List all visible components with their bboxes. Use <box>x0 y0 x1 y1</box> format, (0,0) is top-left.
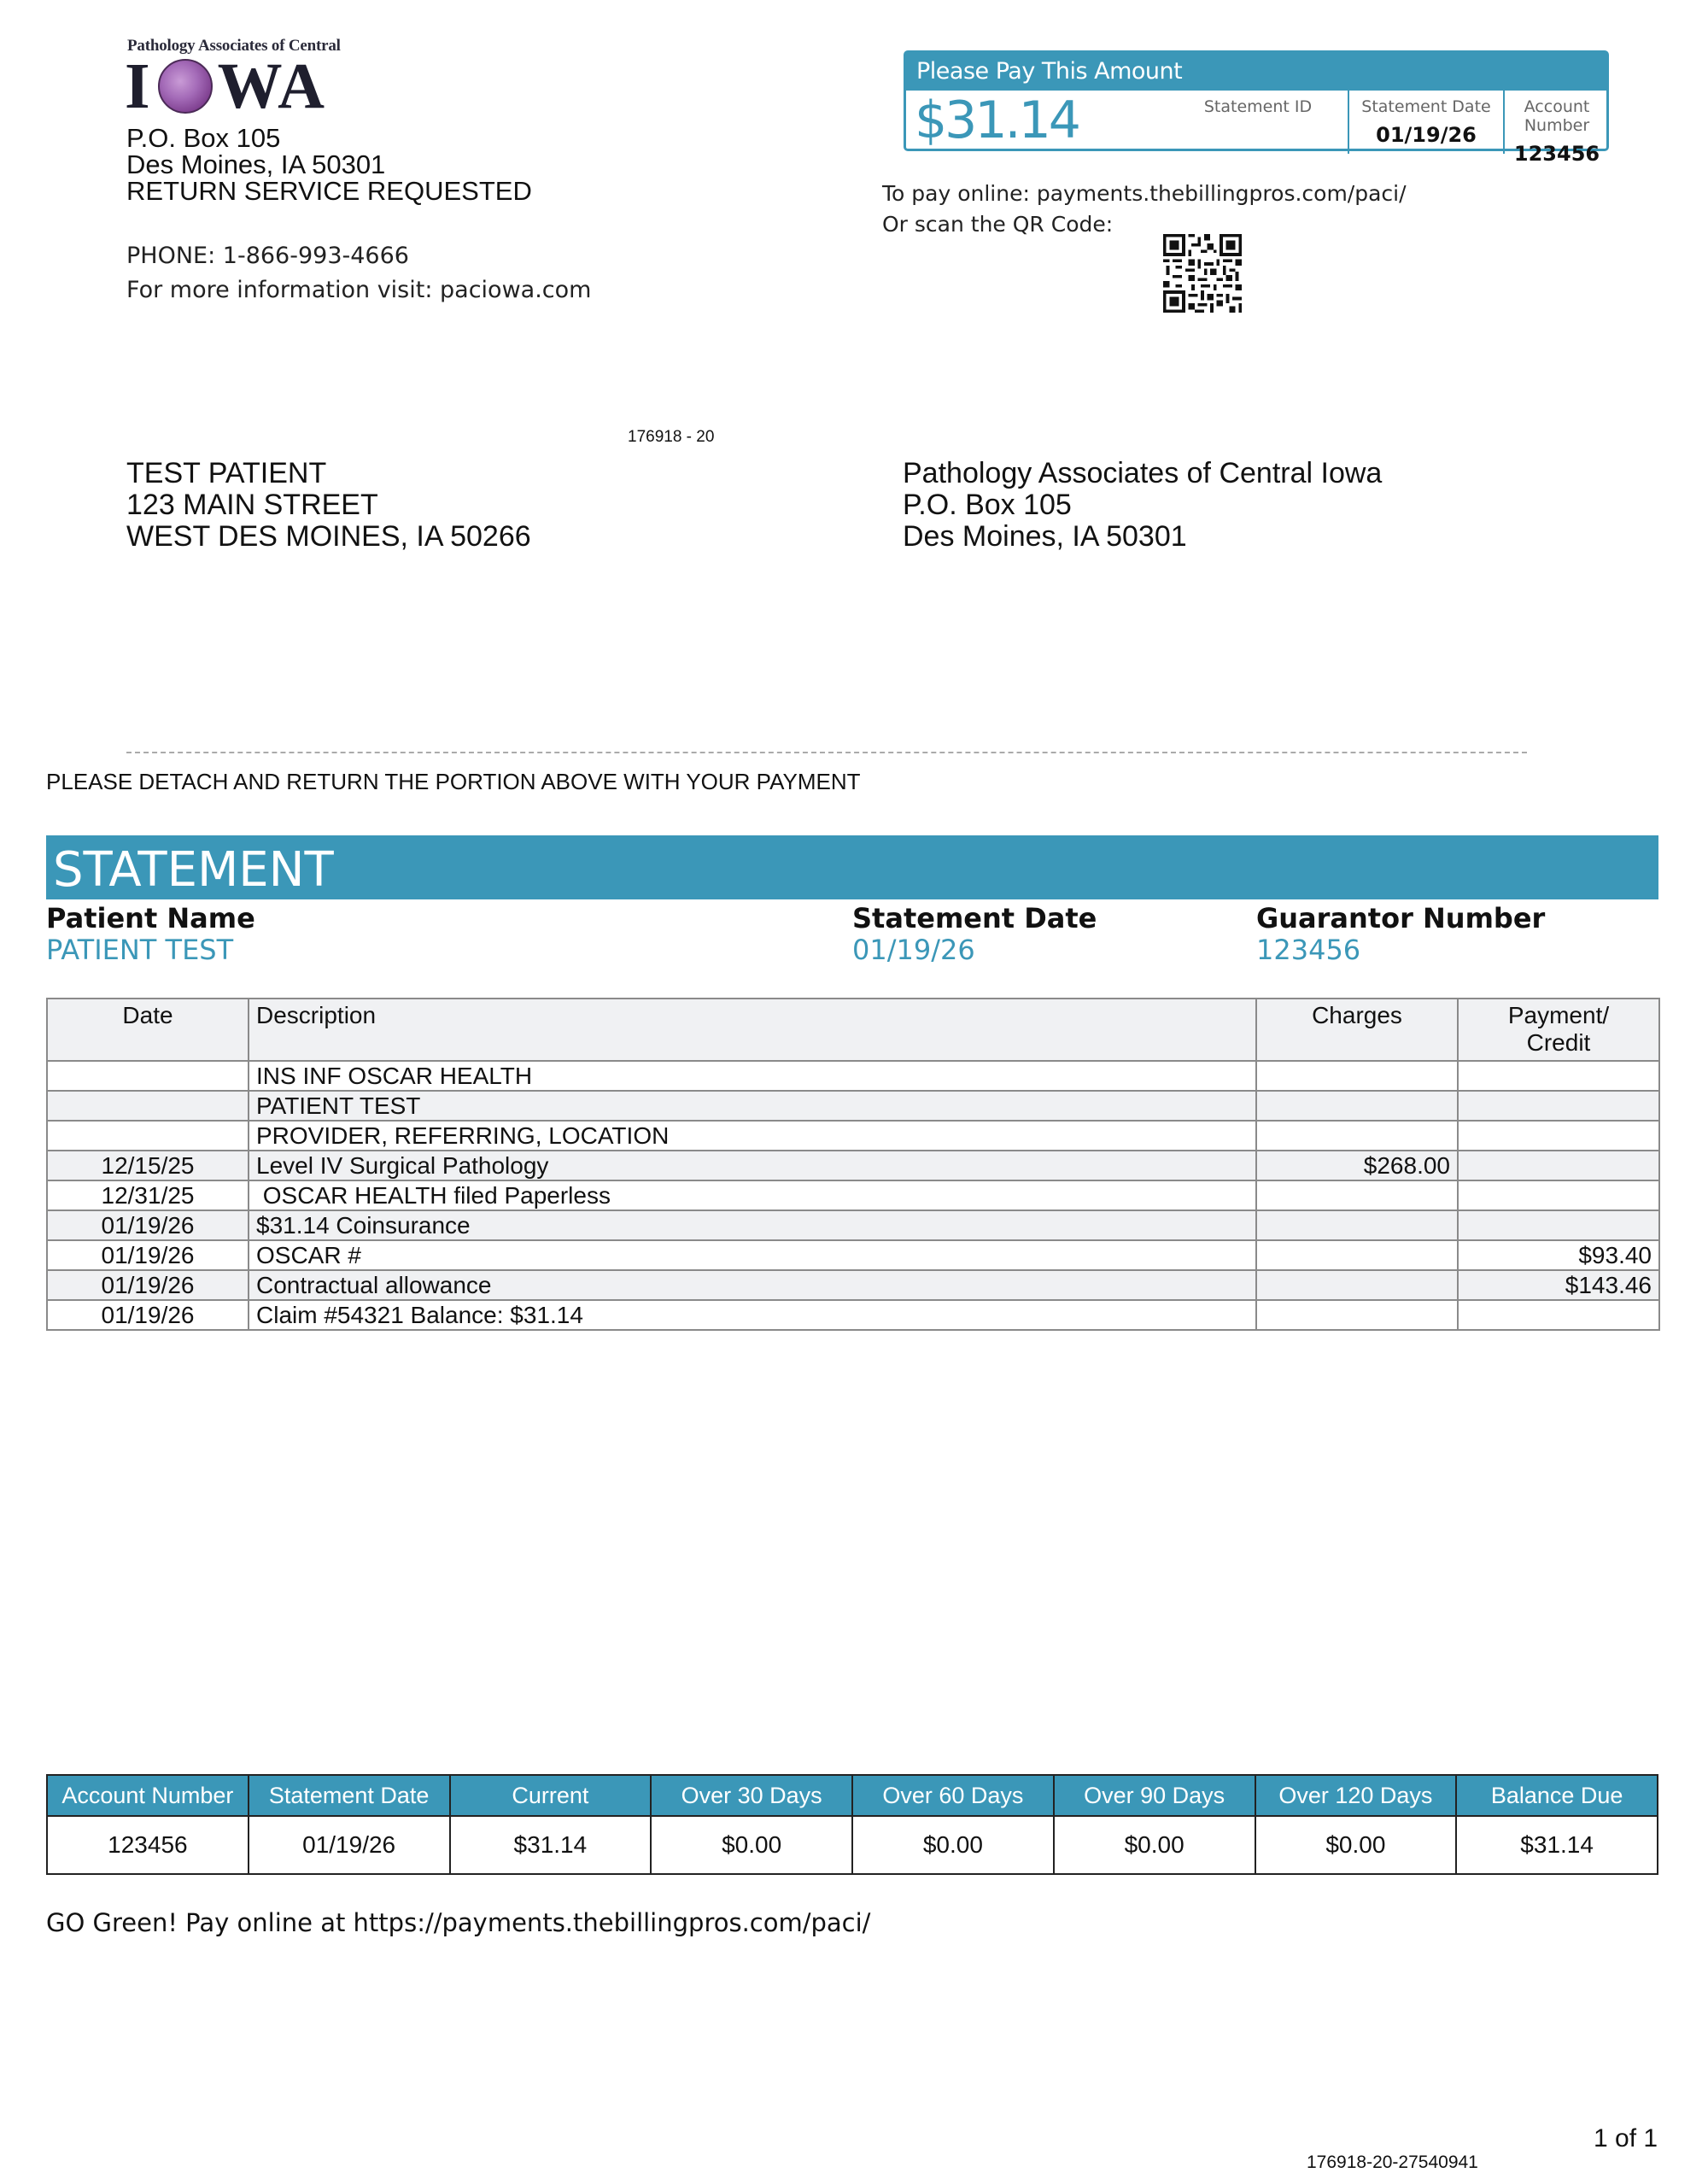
transaction-date: 01/19/26 <box>47 1300 249 1330</box>
transaction-date: 12/31/25 <box>47 1180 249 1210</box>
account-number-cell <box>1503 91 1609 166</box>
transaction-row <box>47 1240 1659 1270</box>
detach-instruction: PLEASE DETACH AND RETURN THE PORTION ABOVE WITH YOUR PAYMENT <box>46 769 861 794</box>
amount-due: $31.14 <box>915 91 1079 150</box>
transaction-payment <box>1458 1151 1659 1180</box>
qr-code-icon[interactable] <box>1163 234 1242 313</box>
pay-online-link[interactable]: To pay online: payments.thebillingpros.com/paci/ <box>882 181 1407 206</box>
summary-statement-date-label: Statement Date <box>852 902 1097 934</box>
sender-line-2: Des Moines, IA 50301 <box>126 149 386 179</box>
transaction-payment <box>1458 1061 1659 1091</box>
transaction-charges <box>1256 1210 1458 1240</box>
qr-instruction: Or scan the QR Code: <box>882 212 1114 237</box>
recipient-street: 123 MAIN STREET <box>126 489 378 521</box>
remit-city: Des Moines, IA 50301 <box>903 520 1187 553</box>
aging-values-row <box>47 1816 1658 1874</box>
footer-document-id: 176918-20-27540941 <box>1307 2152 1478 2172</box>
transaction-date <box>47 1121 249 1151</box>
summary-statement-date-value: 01/19/26 <box>852 934 975 966</box>
logo <box>125 50 328 122</box>
statement-banner: STATEMENT <box>46 835 1658 899</box>
recipient-address <box>126 458 531 553</box>
aging-summary-table <box>46 1774 1658 1875</box>
aging-value-cell: $31.14 <box>450 1816 652 1874</box>
page-number: 1 of 1 <box>1594 2124 1658 2152</box>
transaction-payment <box>1458 1121 1659 1151</box>
statement-id-cell <box>1168 91 1348 154</box>
transaction-description: Contractual allowance <box>249 1270 1256 1300</box>
contact-info <box>126 239 591 308</box>
transaction-charges <box>1256 1061 1458 1091</box>
account-number-label: Account Number <box>1524 97 1590 135</box>
remit-street: P.O. Box 105 <box>903 489 1072 521</box>
transaction-row <box>47 1151 1659 1180</box>
transaction-charges <box>1256 1240 1458 1270</box>
sender-line-1: P.O. Box 105 <box>126 123 281 153</box>
charges-column-header: Charges <box>1256 999 1458 1061</box>
transaction-date: 12/15/25 <box>47 1151 249 1180</box>
aging-header-cell: Over 60 Days <box>852 1775 1054 1816</box>
transaction-charges <box>1256 1300 1458 1330</box>
logo-tissue-icon <box>158 59 213 114</box>
account-number-value: 123456 <box>1513 142 1600 166</box>
transactions-table <box>46 998 1660 1331</box>
transaction-description: Claim #54321 Balance: $31.14 <box>249 1300 1256 1330</box>
sender-address <box>126 125 532 204</box>
transaction-description: INS INF OSCAR HEALTH <box>249 1061 1256 1091</box>
guarantor-number-value: 123456 <box>1256 934 1361 966</box>
transaction-row <box>47 1180 1659 1210</box>
aging-value-cell: $0.00 <box>1054 1816 1255 1874</box>
transaction-date <box>47 1091 249 1121</box>
description-column-header: Description <box>249 999 1256 1061</box>
transaction-row <box>47 1091 1659 1121</box>
go-green-message: GO Green! Pay online at https://payments.thebillingpros.com/paci/ <box>46 1908 871 1937</box>
payment-column-header <box>1458 999 1659 1061</box>
batch-code: 176918 - 20 <box>628 428 715 446</box>
transaction-date: 01/19/26 <box>47 1240 249 1270</box>
aging-header-cell: Over 120 Days <box>1255 1775 1457 1816</box>
guarantor-number-label: Guarantor Number <box>1256 902 1546 934</box>
transaction-description: PROVIDER, REFERRING, LOCATION <box>249 1121 1256 1151</box>
logo-top-text: Pathology Associates of Central <box>127 37 341 55</box>
aging-header-row <box>47 1775 1658 1816</box>
recipient-city: WEST DES MOINES, IA 50266 <box>126 520 531 553</box>
transaction-charges <box>1256 1091 1458 1121</box>
aging-value-cell: $31.14 <box>1456 1816 1658 1874</box>
transaction-row <box>47 1121 1659 1151</box>
transaction-description: OSCAR HEALTH filed Paperless <box>249 1180 1256 1210</box>
sender-line-3: RETURN SERVICE REQUESTED <box>126 176 532 206</box>
transaction-payment <box>1458 1091 1659 1121</box>
transaction-date: 01/19/26 <box>47 1270 249 1300</box>
transaction-charges: $268.00 <box>1256 1151 1458 1180</box>
transaction-payment <box>1458 1210 1659 1240</box>
patient-name-label: Patient Name <box>46 902 255 934</box>
aging-header-cell: Over 90 Days <box>1054 1775 1255 1816</box>
transaction-payment: $143.46 <box>1458 1270 1659 1300</box>
transaction-payment <box>1458 1300 1659 1330</box>
logo-letter-i: I <box>125 50 153 122</box>
aging-value-cell: $0.00 <box>852 1816 1054 1874</box>
pay-amount-box <box>904 50 1609 166</box>
statement-date-cell <box>1348 91 1503 154</box>
transaction-description: Level IV Surgical Pathology <box>249 1151 1256 1180</box>
transaction-payment: $93.40 <box>1458 1240 1659 1270</box>
phone-number: PHONE: 1-866-993-4666 <box>126 243 409 269</box>
statement-date-label: Statement Date <box>1361 97 1491 116</box>
transaction-row <box>47 1210 1659 1240</box>
aging-value-cell: $0.00 <box>1255 1816 1457 1874</box>
transaction-row <box>47 1300 1659 1330</box>
logo-letters-wa: WA <box>217 50 328 122</box>
date-column-header: Date <box>47 999 249 1061</box>
aging-value-cell: $0.00 <box>651 1816 852 1874</box>
transaction-description: $31.14 Coinsurance <box>249 1210 1256 1240</box>
transaction-charges <box>1256 1121 1458 1151</box>
detach-line <box>126 752 1527 753</box>
aging-value-cell: 01/19/26 <box>249 1816 450 1874</box>
transaction-description: PATIENT TEST <box>249 1091 1256 1121</box>
aging-header-cell: Balance Due <box>1456 1775 1658 1816</box>
pay-online-info <box>882 179 1407 240</box>
transaction-row <box>47 1270 1659 1300</box>
statement-id-label: Statement ID <box>1203 97 1313 116</box>
aging-header-cell: Over 30 Days <box>651 1775 852 1816</box>
pay-amount-header: Please Pay This Amount <box>906 53 1606 91</box>
transaction-payment <box>1458 1180 1659 1210</box>
payment-header-line-2: Credit <box>1526 1029 1591 1056</box>
remit-name: Pathology Associates of Central Iowa <box>903 457 1383 489</box>
transaction-charges <box>1256 1180 1458 1210</box>
transaction-charges <box>1256 1270 1458 1300</box>
aging-header-cell: Statement Date <box>249 1775 450 1816</box>
transaction-date <box>47 1061 249 1091</box>
statement-date-value: 01/19/26 <box>1376 123 1477 147</box>
transactions-header-row <box>47 999 1659 1061</box>
payment-header-line-1: Payment/ <box>1507 1002 1610 1028</box>
remit-address <box>903 458 1382 553</box>
aging-header-cell: Current <box>450 1775 652 1816</box>
transaction-row <box>47 1061 1659 1091</box>
transaction-description: OSCAR # <box>249 1240 1256 1270</box>
aging-value-cell: 123456 <box>47 1816 249 1874</box>
info-website: For more information visit: paciowa.com <box>126 277 592 303</box>
aging-header-cell: Account Number <box>47 1775 249 1816</box>
transaction-date: 01/19/26 <box>47 1210 249 1240</box>
recipient-name: TEST PATIENT <box>126 457 327 489</box>
patient-name-value: PATIENT TEST <box>46 934 234 966</box>
